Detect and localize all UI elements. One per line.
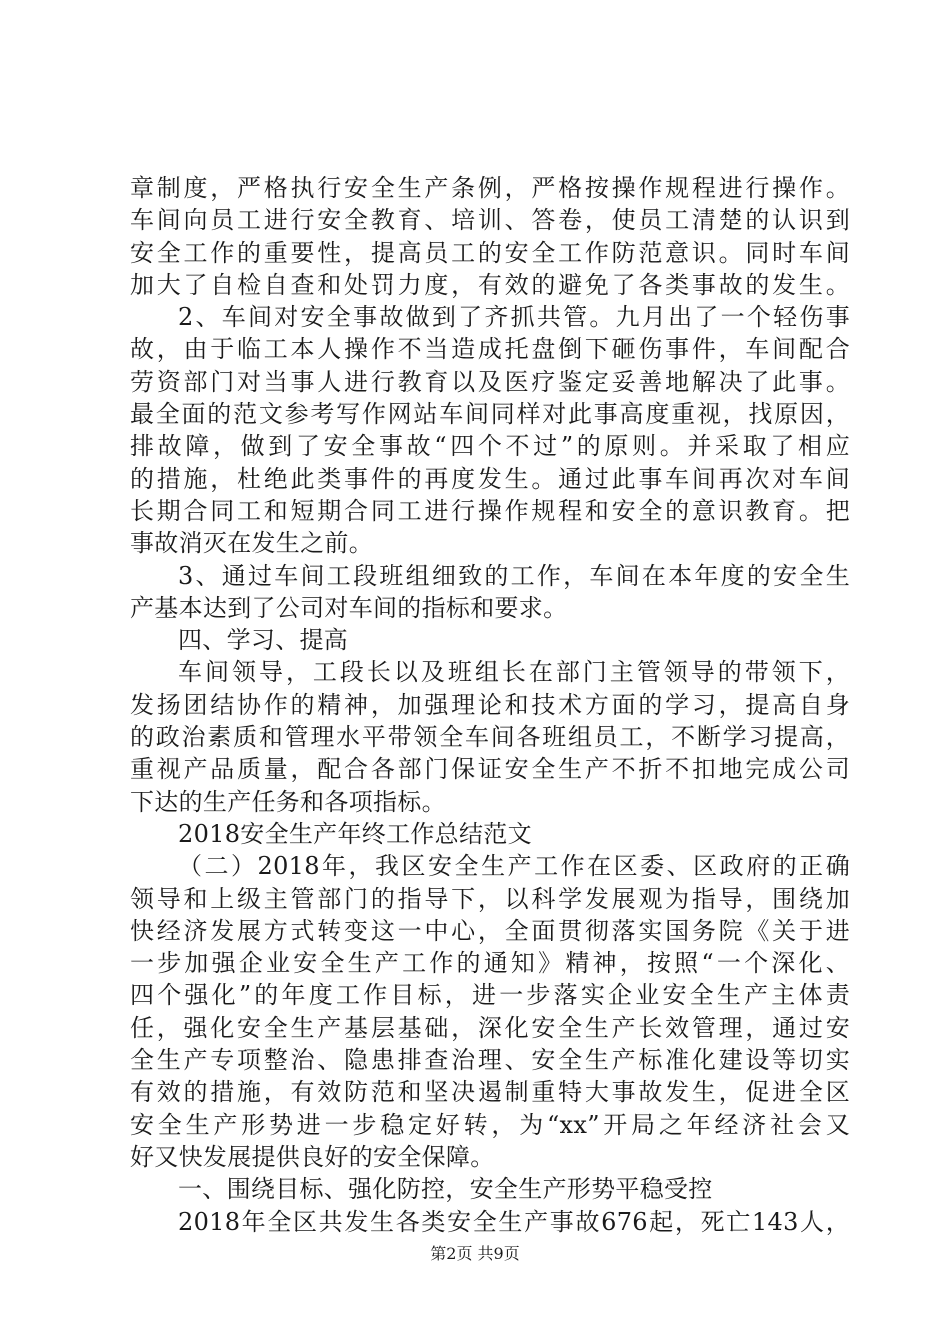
text-line: 2018年全区共发生各类安全生产事故676起，死亡143人，: [178, 1207, 850, 1236]
text-line: （二）2018年，我区安全生产工作在区委、区政府的正确: [178, 852, 850, 881]
text-line: 任，强化安全生产基层基础，深化安全生产长效管理，通过安: [130, 1013, 850, 1042]
text-line: 领导和上级主管部门的指导下，以科学发展观为指导，围绕加: [130, 884, 850, 913]
section-heading: 四、学习、提高: [178, 626, 349, 655]
text-line: 发扬团结协作的精神，加强理论和技术方面的学习，提高自身: [130, 690, 850, 719]
text-line: 车间领导，工段长以及班组长在部门主管领导的带领下，: [178, 658, 850, 687]
text-line: 章制度，严格执行安全生产条例，严格按操作规程进行操作。: [130, 174, 850, 202]
text-line: 产基本达到了公司对车间的指标和要求。: [130, 593, 568, 622]
text-line: 一步加强企业安全生产工作的通知》精神，按照“一个深化、: [130, 949, 850, 978]
text-line: 车间向员工进行安全教育、培训、答卷，使员工清楚的认识到: [130, 206, 850, 235]
text-line: 下达的生产任务和各项指标。: [130, 787, 446, 816]
text-line: 2、车间对安全事故做到了齐抓共管。九月出了一个轻伤事: [178, 303, 850, 332]
text-line: 事故消灭在发生之前。: [130, 529, 373, 558]
document-body: [130, 172, 850, 1238]
text-line: 故，由于临工本人操作不当造成托盘倒下砸伤事件，车间配合: [130, 335, 850, 364]
section-heading: 一、围绕目标、强化防控，安全生产形势平稳受控: [178, 1175, 713, 1204]
text-line: 长期合同工和短期合同工进行操作规程和安全的意识教育。把: [130, 496, 850, 525]
text-line: 3、通过车间工段班组细致的工作，车间在本年度的安全生: [178, 561, 850, 590]
article-title: 2018安全生产年终工作总结范文: [178, 819, 532, 848]
text-line: 的政治素质和管理水平带领全车间各班组员工，不断学习提高，: [130, 723, 850, 752]
text-line: 好又快发展提供良好的安全保障。: [130, 1142, 495, 1171]
text-line: 安全工作的重要性，提高员工的安全工作防范意识。同时车间: [130, 238, 850, 267]
text-line: 全生产专项整治、隐患排查治理、安全生产标准化建设等切实: [130, 1046, 850, 1075]
text-line: 劳资部门对当事人进行教育以及医疗鉴定妥善地解决了此事。: [130, 367, 850, 396]
text-line: 安全生产形势进一步稳定好转，为“xx”开局之年经济社会又: [130, 1110, 850, 1139]
text-line: 的措施，杜绝此类事件的再度发生。通过此事车间再次对车间: [130, 464, 850, 493]
text-line: 四个强化”的年度工作目标，进一步落实企业安全生产主体责: [130, 981, 850, 1010]
text-line: 重视产品质量，配合各部门保证安全生产不折不扣地完成公司: [130, 755, 850, 784]
text-line: 最全面的范文参考写作网站车间同样对此事高度重视，找原因，: [130, 400, 850, 429]
text-line: 排故障，做到了安全事故“四个不过”的原则。并采取了相应: [130, 432, 850, 461]
page-footer: 第2页 共9页: [430, 1244, 520, 1263]
text-line: 快经济发展方式转变这一中心，全面贯彻落实国务院《关于进: [130, 916, 850, 945]
text-line: 加大了自检自查和处罚力度，有效的避免了各类事故的发生。: [130, 270, 850, 299]
text-line: 有效的措施，有效防范和坚决遏制重特大事故发生，促进全区: [130, 1078, 850, 1107]
